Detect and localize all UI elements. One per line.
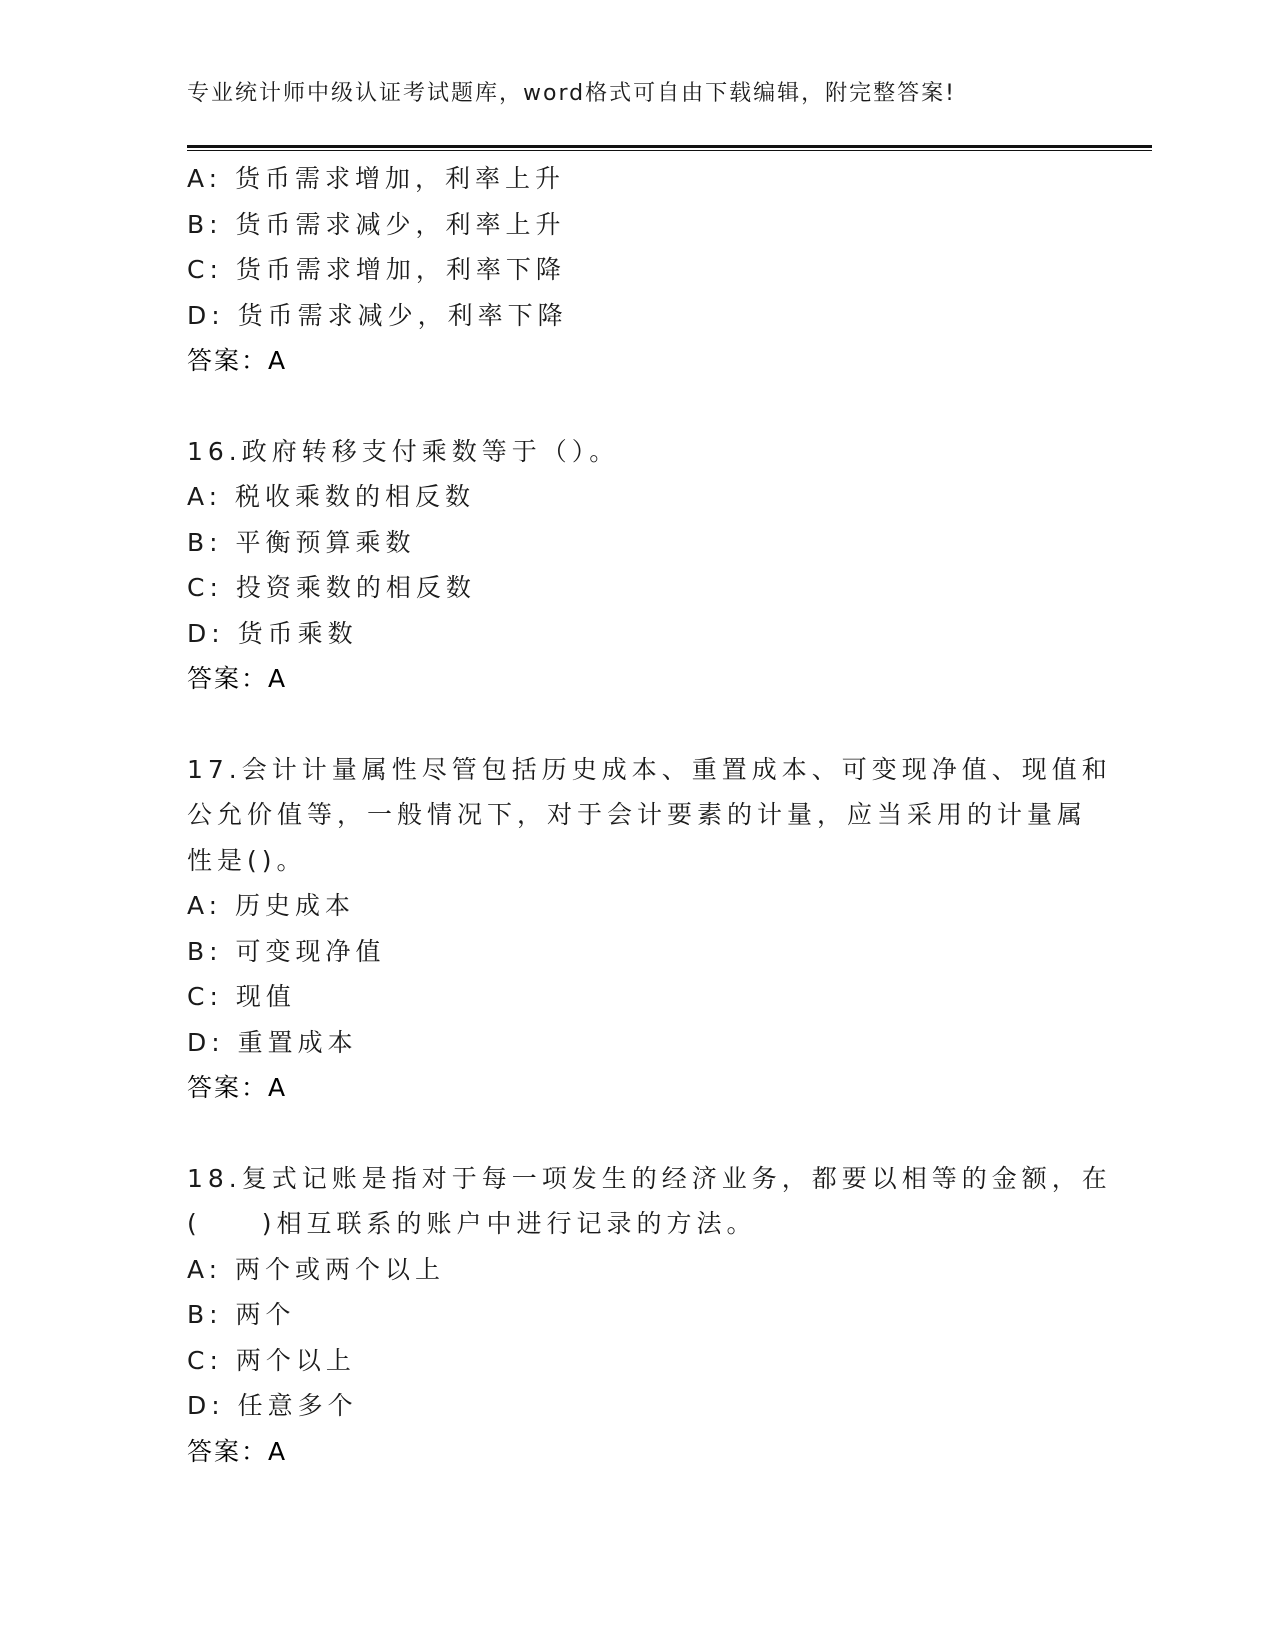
option-d: D: 任意多个 [187,1391,358,1420]
page-header: 专业统计师中级认证考试题库，word格式可自由下载编辑，附完整答案! [187,81,956,106]
question-16 [187,429,1087,702]
answer: 答案：A [187,346,288,375]
option-a: A: 两个或两个以上 [187,1254,446,1284]
question-stem-line: 18.复式记账是指对于每一项发生的经济业务，都要以相等的金额，在 [187,1163,1112,1193]
answer: 答案：A [187,1073,288,1102]
question-stem-line: 17.会计计量属性尽管包括历史成本、重置成本、可变现净值、现值和 [187,754,1112,784]
spacer [187,1111,1087,1156]
question-18 [187,1156,1112,1475]
option-b: B: 平衡预算乘数 [187,527,416,557]
option-d: D: 货币乘数 [187,618,358,648]
option-c: C: 货币需求增加，利率下降 [187,255,566,284]
option-a: A: 货币需求增加，利率上升 [187,164,566,193]
option-b: B: 两个 [187,1300,296,1329]
question-15 [187,156,1087,384]
answer: 答案：A [187,1436,288,1466]
option-c: C: 现值 [187,982,296,1011]
divider-thick-line [187,145,1152,148]
question-list [187,156,1112,1474]
question-17 [187,747,1112,1111]
option-a: A: 税收乘数的相反数 [187,482,476,511]
question-stem-line: 公允价值等，一般情况下，对于会计要素的计量，应当采用的计量属 [187,800,1088,829]
spacer [187,702,1087,747]
option-d: D: 货币需求减少，利率下降 [187,300,568,330]
option-a: A: 历史成本 [187,891,356,920]
header-divider [187,145,1152,152]
option-b: B: 货币需求减少，利率上升 [187,209,566,239]
option-c: C: 两个以上 [187,1345,356,1375]
divider-thin-line [187,150,1152,151]
option-b: B: 可变现净值 [187,936,386,966]
question-stem-line: ( )相互联系的账户中进行记录的方法。 [187,1209,757,1238]
question-stem-line: 性是()。 [187,845,307,875]
spacer [187,384,1087,429]
answer: 答案：A [187,664,288,693]
option-c: C: 投资乘数的相反数 [187,573,476,602]
option-d: D: 重置成本 [187,1027,358,1057]
question-stem: 16.政府转移支付乘数等于（）。 [187,436,620,466]
